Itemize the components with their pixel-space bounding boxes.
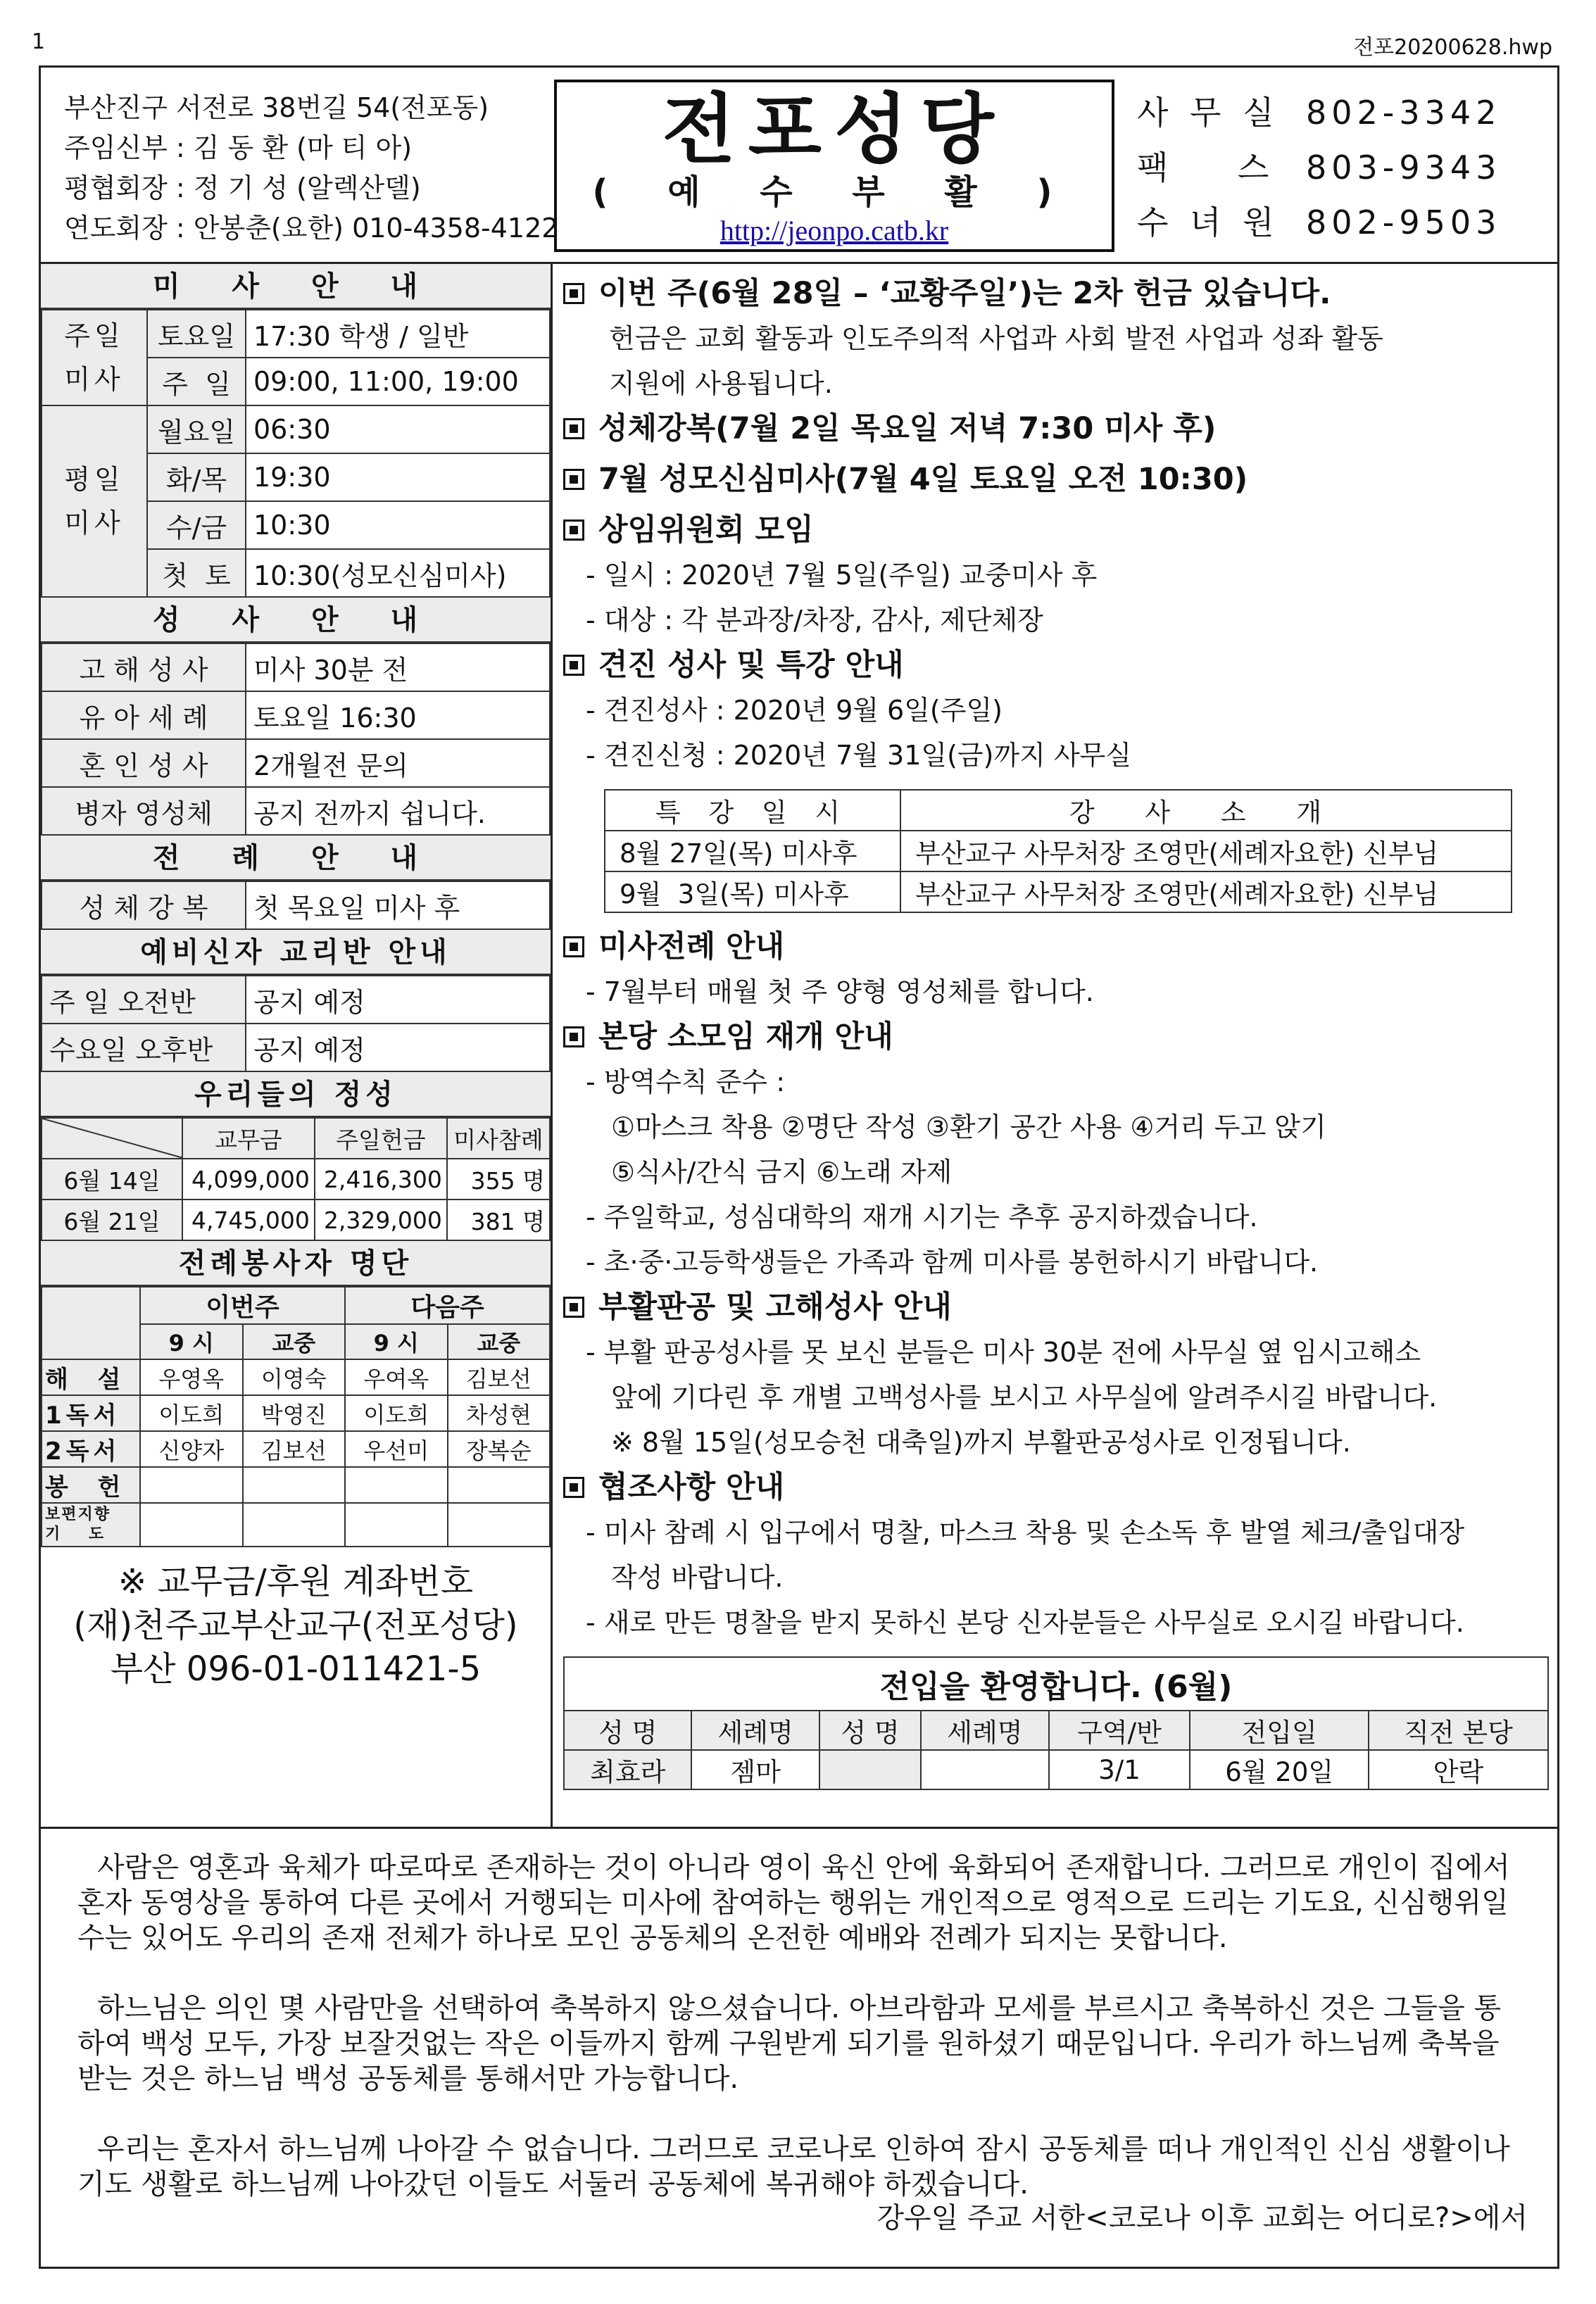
diagonal-line: [42, 1119, 183, 1158]
square-bullet-icon: [563, 418, 584, 439]
square-bullet-icon: [563, 655, 584, 676]
server-name: 장복순: [448, 1431, 551, 1467]
square-bullet-icon: [563, 469, 584, 490]
welcome-title: 전입을 환영합니다. (6월): [564, 1657, 1548, 1711]
council-president-line: 평협회장 : 정 기 성 (알렉산델): [64, 172, 421, 203]
server-role: 봉 헌: [42, 1467, 140, 1503]
notice-title: 상임위원회 모임: [598, 512, 814, 548]
reflection-paragraph: 우리는 혼자서 하느님께 나아갈 수 없습니다. 그러므로 코로나로 인하여 잠시 공동체를 떠나 개인적인 신심 생활이나 기도 생활로 하느님께 나아갔던 이들도 서둘러 공동체에 복귀해야 하겠습니다.: [77, 2133, 1510, 2201]
notice-title: 이번 주(6월 28일 – ‘교황주일’)는 2차 헌금 있습니다.: [598, 276, 1331, 311]
offerings-header: 교무금: [182, 1118, 315, 1159]
contact-label: 사 무 실: [1137, 94, 1280, 132]
notice-title: 협조사항 안내: [598, 1470, 785, 1505]
mass-time: 06:30: [246, 405, 550, 453]
lecture-table: [604, 789, 1512, 913]
welcome-header: 직전 본당: [1369, 1711, 1548, 1750]
server-name: 우여옥: [345, 1359, 448, 1395]
reflection-paragraph: 하느님은 의인 몇 사람만을 선택하여 축복하지 않으셨습니다. 아브라함과 모세를 부르시고 축복하신 것은 그들을 통하여 백성 모두, 가장 보잘것없는 작은 이들까지 함께 구원받게 되기를 원하셨기 때문입니다. 우리가 하느님께 축복을 받는 것은 하느님 백성 공동체를 통해서만 가능합니다.: [77, 1992, 1502, 2095]
welcome-cell: 3/1: [1049, 1750, 1190, 1789]
sacrament-value: 토요일 16:30: [246, 691, 550, 739]
offerings-value: 355 명: [447, 1159, 550, 1200]
server-name: 이도희: [140, 1395, 243, 1431]
server-name: 김보선: [243, 1431, 346, 1467]
contact-value: 802-9503: [1306, 203, 1502, 241]
reflection-paragraph: 사람은 영혼과 육체가 따로따로 존재하는 것이 아니라 영이 육신 안에 육화되어 존재합니다. 그러므로 개인이 집에서 혼자 동영상을 통하여 다른 곳에서 거행되는 미사에 참여하는 행위는 개인적으로 영적으로 드리는 기도요, 신심행위일수는 있어도 우리의 존재 전체가 하나로 모인 공동체의 온전한 예배와 전례가 되지는 못합니다.: [77, 1851, 1510, 1954]
server-name: 차성현: [448, 1395, 551, 1431]
notice-text: - 방역수칙 준수 :: [586, 1066, 786, 1097]
district-president-line: 연도회장 : 안봉춘(요한) 010-4358-4122: [64, 213, 559, 244]
notice-heading: [563, 457, 1549, 502]
offerings-value: 4,099,000: [182, 1159, 315, 1200]
notice-text: - 미사 참례 시 입구에서 명찰, 마스크 착용 및 손소독 후 발열 체크/출입대장: [586, 1517, 1465, 1548]
server-name: [345, 1467, 448, 1503]
mass-day: 화/목: [147, 453, 246, 501]
offerings-value: 4,745,000: [182, 1200, 315, 1240]
welcome-header: 세례명: [921, 1711, 1048, 1750]
welcome-cell: [921, 1750, 1048, 1789]
notice-heading: [563, 1465, 1549, 1510]
notice-heading: [563, 406, 1549, 451]
liturgy-name: 성 체 강 복: [42, 881, 246, 929]
mass-time: 19:30: [246, 453, 550, 501]
mass-day: 수/금: [147, 501, 246, 549]
server-name: [140, 1467, 243, 1503]
notice-title: 7월 성모신심미사(7월 4일 토요일 오전 10:30): [598, 462, 1248, 497]
catechumen-title: 예비신자 교리반 안내: [41, 930, 551, 975]
contact-fax: [1137, 140, 1552, 195]
servers-table: [41, 1286, 551, 1547]
lecture-date: 9월 3일(목) 미사후: [605, 871, 900, 912]
notice-text: ※ 8월 15일(성모승천 대축일)까지 부활판공성사로 인정됩니다.: [611, 1427, 1351, 1458]
server-name: 김보선: [448, 1359, 551, 1395]
notice-text: - 대상 : 각 분과장/차장, 감사, 제단체장: [586, 605, 1043, 636]
square-bullet-icon: [563, 936, 584, 957]
sacrament-table: [41, 643, 551, 836]
offerings-corner: [42, 1118, 182, 1159]
pastor-line: 주임신부 : 김 동 환 (마 티 아): [64, 132, 413, 163]
this-week-header: 이번주: [140, 1287, 345, 1324]
server-name: [243, 1467, 346, 1503]
sacrament-name: 혼 인 성 사: [42, 739, 246, 787]
welcome-header: 구역/반: [1049, 1711, 1190, 1750]
notice-text: 지원에 사용됩니다.: [609, 368, 833, 399]
section-divider: [39, 1827, 1559, 1829]
offerings-date: 6월 21일: [42, 1200, 182, 1240]
server-role: 보편지향 기 도: [42, 1503, 140, 1547]
next-week-header: 다음주: [345, 1287, 550, 1324]
server-role: 1독서: [42, 1395, 140, 1431]
notice-text: - 일시 : 2020년 7월 5일(주일) 교중미사 후: [586, 560, 1098, 591]
mass-day: 토요일: [147, 310, 246, 358]
lecture-speaker: 부산교구 사무처장 조영만(세례자요한) 신부님: [900, 871, 1512, 912]
mass-day: 주 일: [147, 358, 246, 405]
mass-time: 09:00, 11:00, 19:00: [246, 358, 550, 405]
parish-url-link[interactable]: http://jeonpo.catb.kr: [720, 215, 949, 246]
offerings-table: [41, 1117, 551, 1241]
catechumen-value: 공지 예정: [246, 976, 550, 1024]
bulletin-header: [39, 65, 1559, 264]
account-number: 부산 096-01-011421-5: [110, 1649, 482, 1689]
mass-time-header: 9 시: [140, 1324, 243, 1359]
sacrament-value: 공지 전까지 쉽니다.: [246, 787, 550, 835]
mass-day: 월요일: [147, 405, 246, 453]
notice-heading: [563, 508, 1549, 553]
square-bullet-icon: [563, 520, 584, 541]
notice-text: 앞에 기다린 후 개별 고백성사를 보시고 사무실에 알려주시길 바랍니다.: [611, 1382, 1438, 1413]
notice-text: - 7월부터 매월 첫 주 양형 영성체를 합니다.: [586, 976, 1094, 1007]
parish-title: 전포성당: [662, 85, 1007, 174]
server-name: [140, 1503, 243, 1547]
lecture-header: 특 강 일 시: [605, 790, 900, 831]
welcome-table: [563, 1656, 1549, 1790]
notice-heading: [563, 271, 1549, 316]
notice-text: - 견진신청 : 2020년 7월 31일(금)까지 사무실: [586, 740, 1132, 771]
liturgy-table: [41, 881, 551, 930]
mass-time-header: 9 시: [345, 1324, 448, 1359]
notice-title: 부활판공 및 고해성사 안내: [598, 1290, 952, 1325]
weekday-mass-label: 평일 미사: [42, 405, 147, 597]
reflection-section: [77, 1850, 1528, 2236]
welcome-header: 성 명: [564, 1711, 691, 1750]
welcome-cell: 최효라: [564, 1750, 691, 1789]
notice-heading: [563, 924, 1549, 969]
notice-title: 본당 소모임 재개 안내: [598, 1019, 893, 1055]
welcome-cell: 젬마: [691, 1750, 819, 1789]
square-bullet-icon: [563, 1026, 584, 1047]
left-column: [41, 264, 551, 1691]
welcome-cell: [819, 1750, 921, 1789]
liturgy-value: 첫 목요일 미사 후: [246, 881, 550, 929]
server-name: [243, 1503, 346, 1547]
welcome-header: 세례명: [691, 1711, 819, 1750]
notice-heading: [563, 1285, 1549, 1330]
title-box: [554, 80, 1114, 252]
mass-time: 17:30 학생 / 일반: [246, 310, 550, 358]
notice-text: 헌금은 교회 활동과 인도주의적 사업과 사회 발전 사업과 성좌 활동: [609, 323, 1383, 354]
account-heading: ※ 교무금/후원 계좌번호: [118, 1562, 474, 1601]
mass-time-header: 교중: [448, 1324, 551, 1359]
mass-guide-title: 미 사 안 내: [41, 264, 551, 309]
column-divider: [551, 264, 553, 1827]
server-name: 이영숙: [243, 1359, 346, 1395]
mass-day: 첫 토: [147, 549, 246, 597]
sacrament-name: 유 아 세 례: [42, 691, 246, 739]
contact-label: 팩 스: [1137, 149, 1275, 187]
server-name: [448, 1503, 551, 1547]
contact-value: 803-9343: [1306, 149, 1502, 187]
notice-text: ①마스크 착용 ②명단 작성 ③환기 공간 사용 ④거리 두고 앉기: [611, 1112, 1326, 1142]
server-role: 해 설: [42, 1359, 140, 1395]
reflection-source: 강우일 주교 서한<코로나 이후 교회는 어디로?>에서: [876, 2202, 1528, 2234]
offerings-header: 미사참례: [447, 1118, 550, 1159]
sacrament-value: 2개월전 문의: [246, 739, 550, 787]
sacrament-guide-title: 성 사 안 내: [41, 598, 551, 643]
server-name: 박영진: [243, 1395, 346, 1431]
notice-text: - 견진성사 : 2020년 9월 6일(주일): [586, 695, 1003, 726]
notice-text: - 초·중·고등학생들은 가족과 함께 미사를 봉헌하시기 바랍니다.: [586, 1247, 1319, 1278]
notice-text: 작성 바랍니다.: [611, 1562, 784, 1593]
offerings-title: 우리들의 정성: [41, 1072, 551, 1117]
square-bullet-icon: [563, 283, 584, 304]
welcome-cell: 6월 20일: [1190, 1750, 1369, 1789]
sacrament-value: 미사 30분 전: [246, 643, 550, 691]
catechumen-class: 주 일 오전반: [42, 976, 246, 1024]
page-number: 1: [32, 30, 46, 54]
server-name: 이도희: [345, 1395, 448, 1431]
notice-text: ⑤식사/간식 금지 ⑥노래 자제: [611, 1157, 953, 1188]
servers-corner: [42, 1287, 140, 1359]
notice-text: - 새로 만든 명찰을 받지 못하신 본당 신자분들은 사무실로 오시길 바랍니다.: [586, 1607, 1464, 1638]
sacrament-name: 병자 영성체: [42, 787, 246, 835]
square-bullet-icon: [563, 1477, 584, 1498]
catechumen-table: [41, 975, 551, 1072]
account-holder: (재)천주교부산교구(전포성당): [73, 1606, 518, 1645]
notice-heading: [563, 1014, 1549, 1059]
sunday-mass-label: 주일 미사: [42, 310, 147, 405]
mass-time-header: 교중: [243, 1324, 346, 1359]
server-role: 2독서: [42, 1431, 140, 1467]
offerings-date: 6월 14일: [42, 1159, 182, 1200]
lecture-header: 강 사 소 개: [900, 790, 1512, 831]
contact-office: [1137, 85, 1552, 140]
address-line: 부산진구 서전로 38번길 54(전포동): [64, 92, 489, 123]
offerings-value: 381 명: [447, 1200, 550, 1240]
lecture-speaker: 부산교구 사무처장 조영만(세례자요한) 신부님: [900, 831, 1512, 871]
mass-schedule-table: [41, 309, 551, 598]
notices-column: [563, 271, 1549, 1790]
server-name: [345, 1503, 448, 1547]
mass-time: 10:30(성모신심미사): [246, 549, 550, 597]
catechumen-class: 수요일 오후반: [42, 1024, 246, 1071]
server-name: [448, 1467, 551, 1503]
square-bullet-icon: [563, 1297, 584, 1318]
parish-info: [64, 88, 558, 248]
contact-convent: [1137, 195, 1552, 250]
server-name: 신양자: [140, 1431, 243, 1467]
notice-text: - 부활 판공성사를 못 보신 분들은 미사 30분 전에 사무실 옆 임시고해소: [586, 1337, 1421, 1368]
notice-title: 견진 성사 및 특강 안내: [598, 648, 904, 683]
donation-account: [41, 1547, 551, 1691]
catechumen-value: 공지 예정: [246, 1024, 550, 1071]
server-name: 우영옥: [140, 1359, 243, 1395]
servers-title: 전례봉사자 명단: [41, 1241, 551, 1286]
offerings-value: 2,416,300: [315, 1159, 447, 1200]
sacrament-name: 고 해 성 사: [42, 643, 246, 691]
notice-title: 미사전례 안내: [598, 929, 785, 964]
contact-label: 수 녀 원: [1137, 203, 1280, 241]
offerings-header: 주일헌금: [315, 1118, 447, 1159]
file-name: 전포20200628.hwp: [1353, 35, 1552, 60]
welcome-header: 성 명: [819, 1711, 921, 1750]
server-name: 우선미: [345, 1431, 448, 1467]
welcome-cell: 안락: [1369, 1750, 1548, 1789]
mass-time: 10:30: [246, 501, 550, 549]
contact-list: [1137, 85, 1552, 250]
offerings-value: 2,329,000: [315, 1200, 447, 1240]
season-subtitle: ( 예 수 부 활 ): [592, 172, 1076, 212]
notice-heading: [563, 643, 1549, 688]
contact-value: 802-3342: [1306, 94, 1502, 132]
liturgy-guide-title: 전 례 안 내: [41, 836, 551, 881]
notice-title: 성체강복(7월 2일 목요일 저녁 7:30 미사 후): [598, 411, 1217, 446]
lecture-date: 8월 27일(목) 미사후: [605, 831, 900, 871]
welcome-header: 전입일: [1190, 1711, 1369, 1750]
notice-text: - 주일학교, 성심대학의 재개 시기는 추후 공지하겠습니다.: [586, 1202, 1258, 1233]
